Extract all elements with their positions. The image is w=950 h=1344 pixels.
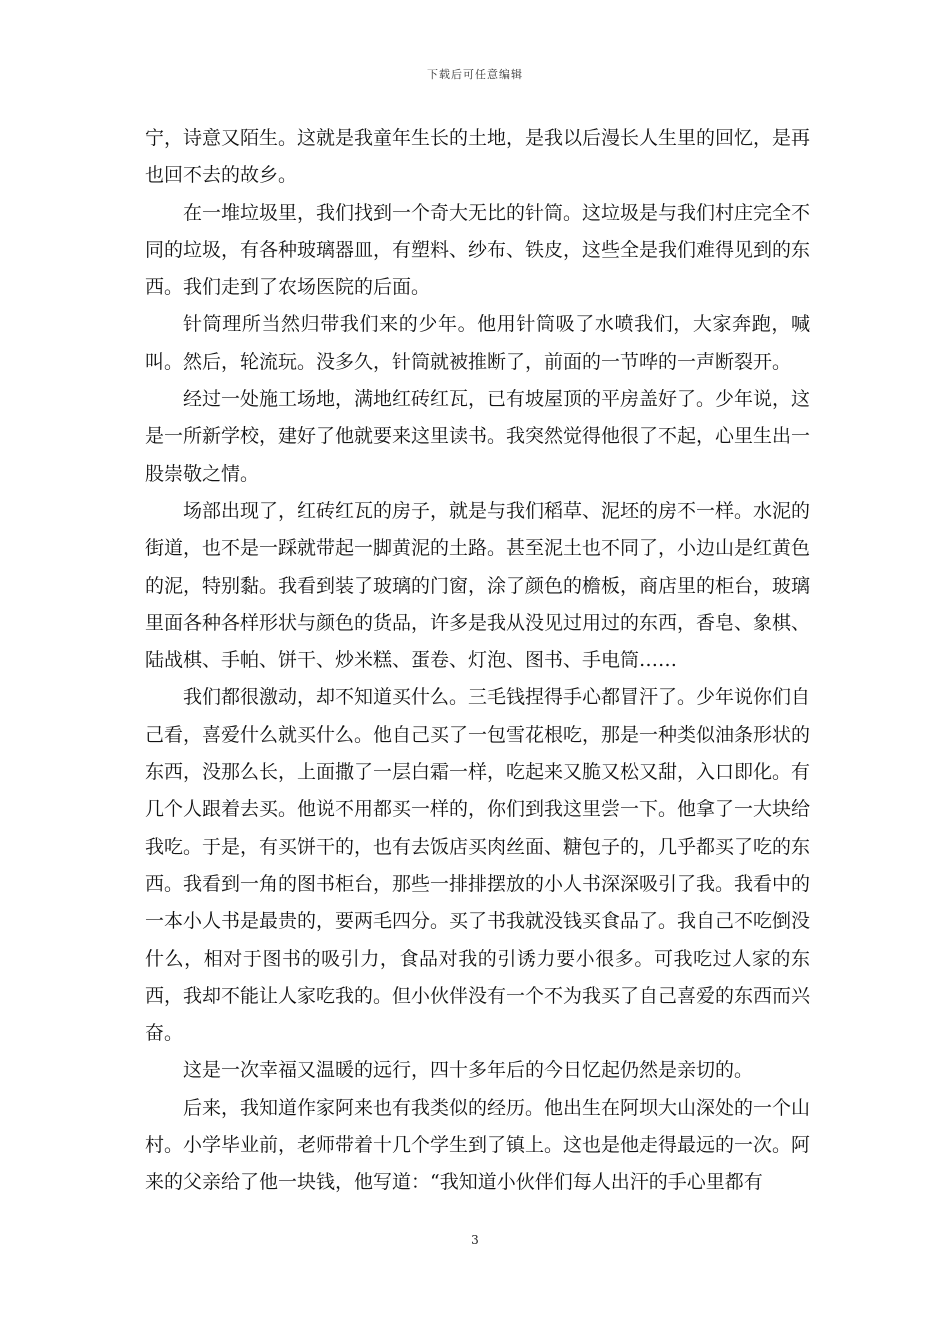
paragraph-2: 在一堆垃圾里，我们找到一个奇大无比的针筒。这垃圾是与我们村庄完全不同的垃圾，有各种玻璃器皿，有塑料、纱布、铁皮，这些全是我们难得见到的东西。我们走到了农场医院的后面。	[145, 201, 811, 299]
paragraph-7: 这是一次幸福又温暖的远行，四十多年后的今日忆起仍然是亲切的。	[183, 1059, 754, 1082]
paragraph-6: 我们都很激动，却不知道买什么。三毛钱捏得手心都冒汗了。少年说你们自己看，喜爱什么就买什么。他自己买了一包雪花根吃，那是一种类似油条形状的东西，没那么长，上面撒了一层白霜一样，吃起来又脆又松又甜，入口即化。有几个人跟着去买。他说不用都买一样的，你们到我这里尝一下。他拿了一大块给我吃。于是，有买饼干的，也有去饭店买肉丝面、糖包子的，几乎都买了吃的东西。我看到一角的图书柜台，那些一排排摆放的小人书深深吸引了我。我看中的一本小人书是最贵的，要两毛四分。买了书我就没钱买食品了。我自己不吃倒没什么，相对于图书的吸引力，食品对我的引诱力要小很多。可我吃过人家的东西，我却不能让人家吃我的。但小伙伴没有一个不为我买了自己喜爱的东西而兴奋。	[145, 686, 811, 1045]
paragraph-1: 宁，诗意又陌生。这就是我童年生长的土地，是我以后漫长人生里的回忆，是再也回不去的故乡。	[145, 127, 811, 187]
paragraph-4: 经过一处施工场地，满地红砖红瓦，已有坡屋顶的平房盖好了。少年说，这是一所新学校，建好了他就要来这里读书。我突然觉得他很了不起，心里生出一股崇敬之情。	[145, 388, 811, 485]
document-body	[145, 120, 810, 1202]
paragraph-5: 场部出现了，红砖红瓦的房子，就是与我们稻草、泥坯的房不一样。水泥的街道，也不是一踩就带起一脚黄泥的土路。甚至泥土也不同了，小边山是红黄色的泥，特别黏。我看到装了玻璃的门窗，涂了颜色的檐板，商店里的柜台，玻璃里面各种各样形状与颜色的货品，许多是我从没见过用过的东西，香皂、象棋、陆战棋、手帕、饼干、炒米糕、蛋卷、灯泡、图书、手电筒……	[145, 499, 811, 672]
paragraph-8: 后来，我知道作家阿来也有我类似的经历。他出生在阿坝大山深处的一个山村。小学毕业前，老师带着十几个学生到了镇上。这也是他走得最远的一次。阿来的父亲给了他一块钱，他写道：“我知道小伙伴们每人出汗的手心里都有	[145, 1096, 811, 1194]
paragraph-3: 针筒理所当然归带我们来的少年。他用针筒吸了水喷我们，大家奔跑，喊叫。然后，轮流玩。没多久，针筒就被推断了，前面的一节哗的一声断裂开。	[145, 313, 810, 373]
page-number: 3	[471, 1233, 479, 1247]
page-header: 下载后可任意编辑	[427, 68, 523, 81]
